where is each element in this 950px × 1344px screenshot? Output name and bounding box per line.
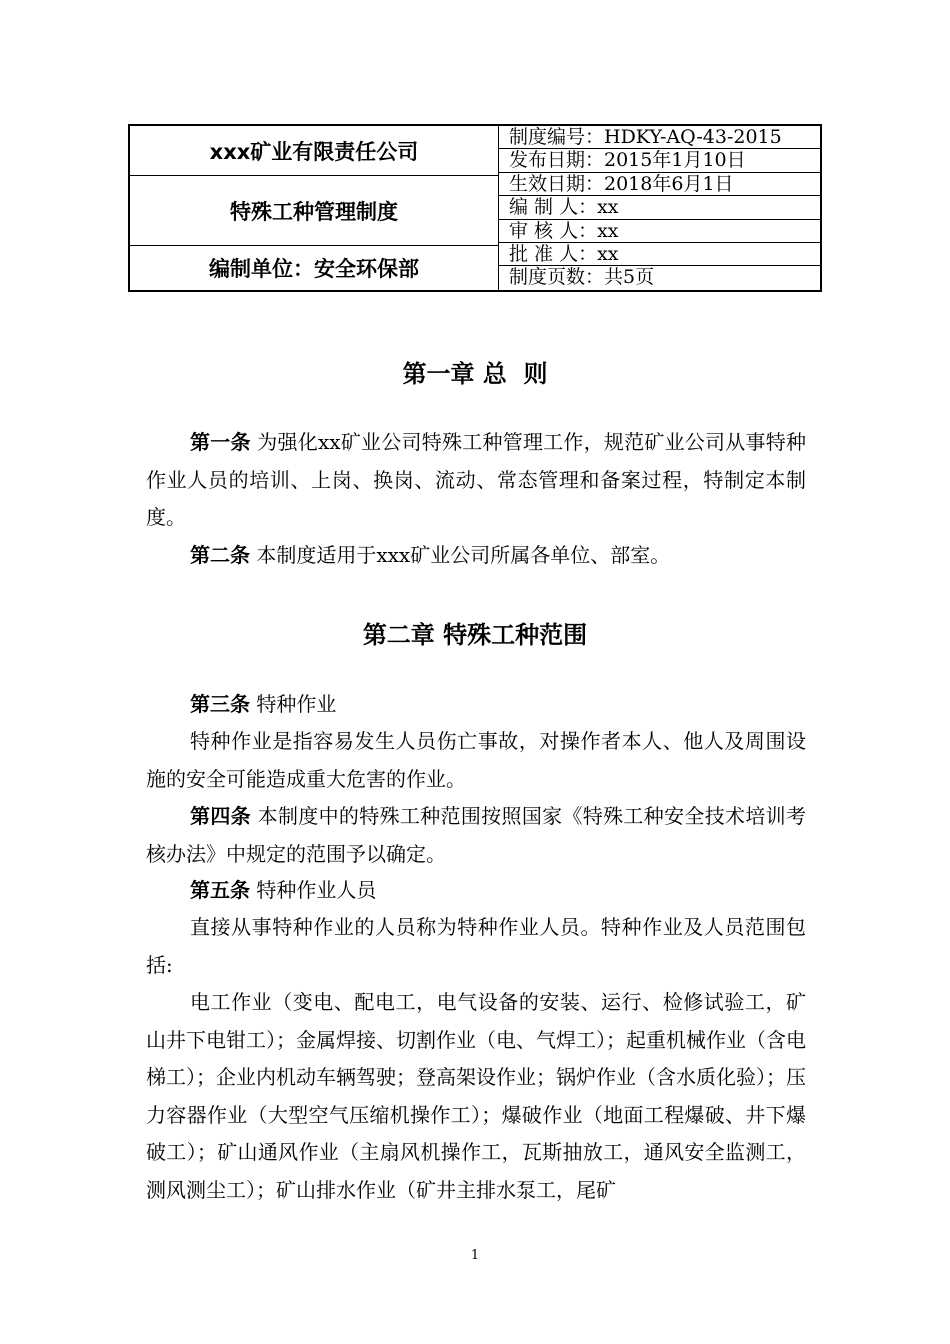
article-5-text: 特种作业人员 [250,878,377,902]
article-2 [146,537,806,575]
page-count: 制度页数：共5页 [509,266,655,289]
doc-number: 制度编号：HDKY-AQ-43-2015 [499,126,820,149]
article-2-label: 第二条 [190,543,250,567]
document-title: 特殊工种管理制度 [130,176,498,246]
article-5-body: 直接从事特种作业的人员称为特种作业人员。特种作业及人员范围包括: [146,915,806,977]
approver: 批 准 人：xx [499,243,820,266]
article-2-text: 本制度适用于xxx矿业公司所属各单位、部室。 [250,543,671,567]
header-left-column [130,126,499,290]
article-5-list: 电工作业（变电、配电工，电气设备的安装、运行、检修试验工，矿山井下电钳工）；金属焊接、切割作业（电、气焊工）；起重机械作业（含电梯工）；企业内机动车辆驾驶；登高架设作业；锅炉作业（含水质化验）；压力容器作业（大型空气压缩机操作工）；爆破作业（地面工程爆破、井下爆破工）；矿山通风作业（主扇风机操作工，瓦斯抽放工，通风安全监测工，测风测尘工）；矿山排水作业（矿井主排水泵工，尾矿 [146,990,806,1202]
header-table [128,124,822,292]
article-3-body: 特种作业是指容易发生人员伤亡事故，对操作者本人、他人及周围设施的安全可能造成重大危害的作业。 [146,729,806,791]
effective-date: 生效日期：2018年6月1日 [499,173,820,196]
company-name: xxx矿业有限责任公司 [130,126,498,176]
article-4 [146,798,806,873]
chapter-2-heading: 第二章 特殊工种范围 [362,621,588,649]
article-5 [146,872,806,910]
article-1-label: 第一条 [190,430,251,454]
article-4-text: 本制度中的特殊工种范围按照国家《特殊工种安全技术培训考核办法》中规定的范围予以确定。 [146,804,807,866]
article-1 [146,424,806,537]
article-1-text: 为强化xx矿业公司特殊工种管理工作，规范矿业公司从事特种作业人员的培训、上岗、换岗、流动、常态管理和备案过程，特制定本制度。 [146,430,807,529]
issue-date: 发布日期：2015年1月10日 [499,149,820,172]
reviewer: 审 核 人：xx [499,220,820,243]
article-3 [146,686,806,724]
compiler: 编 制 人：xx [499,196,820,219]
chapter-1-heading: 第一章 总 则 [402,360,548,388]
article-4-label: 第四条 [190,804,251,828]
article-3-text: 特种作业 [250,692,337,716]
header-right-column [499,126,820,290]
article-3-label: 第三条 [190,692,250,716]
page-number: 1 [470,1248,480,1263]
compiling-unit: 编制单位：安全环保部 [209,257,419,281]
article-5-label: 第五条 [190,878,250,902]
